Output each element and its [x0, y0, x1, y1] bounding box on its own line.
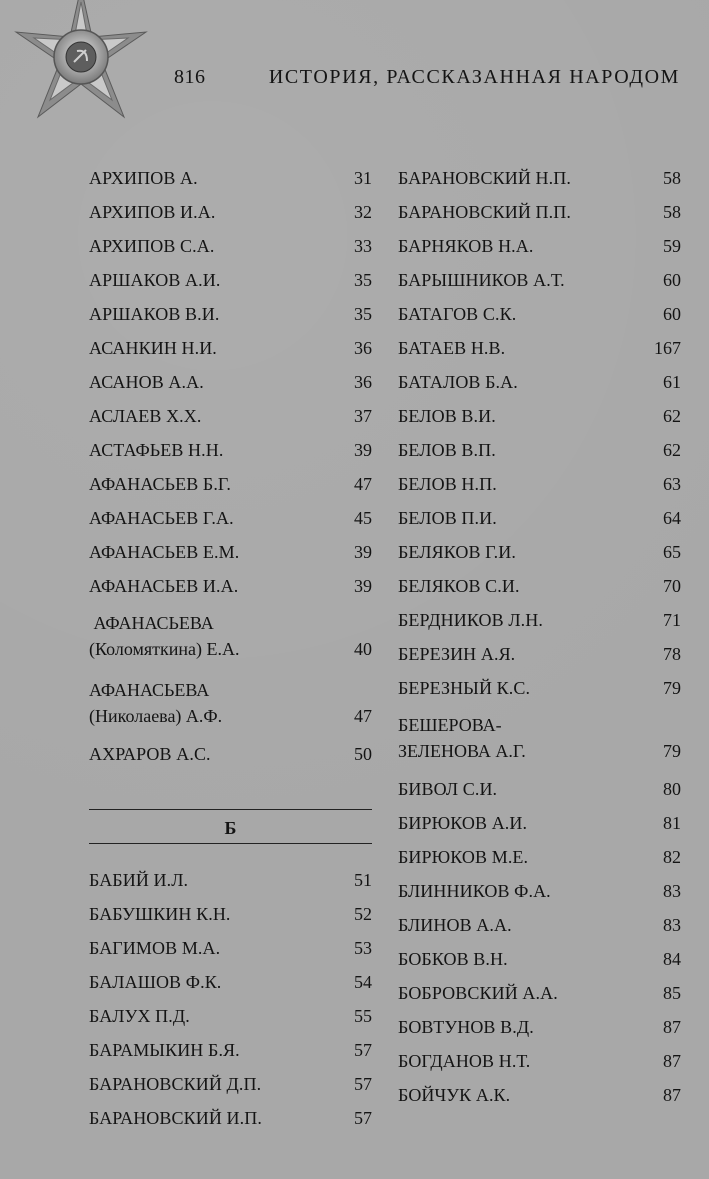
entry-name: БАРЫШНИКОВ А.Т.: [398, 270, 565, 290]
index-entry-multiline: [89, 610, 372, 670]
entry-page: 36: [354, 372, 372, 392]
entry-name: АСЛАЕВ Х.Х.: [89, 406, 202, 426]
entry-page: 47: [354, 706, 372, 726]
page-number: 816: [174, 66, 206, 88]
index-entry: [398, 195, 681, 229]
entry-name: АРШАКОВ А.И.: [89, 270, 221, 290]
index-entry: [89, 965, 372, 999]
section-rule-bottom: [89, 843, 372, 844]
entry-page: 60: [663, 304, 681, 324]
entry-name: БЕЛОВ Н.П.: [398, 474, 497, 494]
entry-page: 57: [354, 1108, 372, 1128]
entry-page: 63: [663, 474, 681, 494]
entry-page: 58: [663, 168, 681, 188]
entry-name: БЕЛОВ В.И.: [398, 406, 496, 426]
index-entry: [398, 908, 681, 942]
entry-name-line1: АФАНАСЬЕВА: [89, 613, 214, 633]
index-entry: [89, 999, 372, 1033]
entry-page: 64: [663, 508, 681, 528]
entry-page: 87: [663, 1017, 681, 1037]
entry-page: 35: [354, 270, 372, 290]
entry-name: АСАНОВ А.А.: [89, 372, 204, 392]
entry-page: 78: [663, 644, 681, 664]
index-entry: [398, 399, 681, 433]
entry-name: БАБИЙ И.Л.: [89, 870, 189, 890]
entry-name: АХРАРОВ А.С.: [89, 744, 211, 764]
entry-page: 70: [663, 576, 681, 596]
entry-page: 82: [663, 847, 681, 867]
index-entry: [398, 535, 681, 569]
index-entry: [398, 331, 681, 365]
index-entry: [398, 569, 681, 603]
section-letter: Б: [224, 818, 237, 838]
index-entry: [89, 1033, 372, 1067]
index-entry: [398, 942, 681, 976]
entry-page: 35: [354, 304, 372, 324]
entry-name: БАТАЛОВ Б.А.: [398, 372, 518, 392]
entry-page: 31: [354, 168, 372, 188]
entry-name: БАРАНОВСКИЙ Д.П.: [89, 1074, 262, 1094]
index-column-right: [398, 161, 681, 1112]
running-title: ИСТОРИЯ, РАССКАЗАННАЯ НАРОДОМ: [268, 66, 680, 88]
entry-name: АРХИПОВ И.А.: [89, 202, 216, 222]
entry-name: БОБКОВ В.Н.: [398, 949, 508, 969]
entry-name: БЕЛЯКОВ Г.И.: [398, 542, 516, 562]
index-entry: [89, 263, 372, 297]
entry-page: 37: [354, 406, 372, 426]
entry-name: БАТАГОВ С.К.: [398, 304, 517, 324]
entry-name: БЕЛОВ В.П.: [398, 440, 496, 460]
index-entry: [89, 737, 372, 771]
entry-page: 50: [354, 744, 372, 764]
entry-page: 79: [663, 678, 681, 698]
entry-name: БАРАМЫКИН Б.Я.: [89, 1040, 240, 1060]
entry-page: 36: [354, 338, 372, 358]
entry-name: БЕРДНИКОВ Л.Н.: [398, 610, 543, 630]
entry-name: БАБУШКИН К.Н.: [89, 904, 231, 924]
entry-name: БЕРЕЗИН А.Я.: [398, 644, 516, 664]
entry-page: 62: [663, 440, 681, 460]
entry-page: 62: [663, 406, 681, 426]
index-entry: [89, 535, 372, 569]
index-entry-multiline: [89, 677, 372, 737]
index-entry: [89, 467, 372, 501]
entry-page: 52: [354, 904, 372, 924]
entry-name: БЛИНОВ А.А.: [398, 915, 512, 935]
entry-name: БЕЛЯКОВ С.И.: [398, 576, 520, 596]
entry-page: 54: [354, 972, 372, 992]
entry-page: 80: [663, 779, 681, 799]
entry-page: 39: [354, 440, 372, 460]
entry-name: АСТАФЬЕВ Н.Н.: [89, 440, 224, 460]
entry-name-line2: ЗЕЛЕНОВА А.Г.: [398, 741, 526, 761]
index-entry: [398, 501, 681, 535]
entry-page: 84: [663, 949, 681, 969]
entry-page: 39: [354, 542, 372, 562]
entry-name: БОВТУНОВ В.Д.: [398, 1017, 534, 1037]
entry-name: БОБРОВСКИЙ А.А.: [398, 983, 558, 1003]
entry-name: БЛИННИКОВ Ф.А.: [398, 881, 551, 901]
entry-name-line2: (Коломяткина) Е.А.: [89, 639, 240, 659]
entry-page: 51: [354, 870, 372, 890]
entry-name: БОЙЧУК А.К.: [398, 1085, 511, 1105]
entry-name: АРШАКОВ В.И.: [89, 304, 220, 324]
entry-page: 83: [663, 915, 681, 935]
index-entry: [398, 467, 681, 501]
index-column-left: [89, 161, 372, 1135]
entry-page: 33: [354, 236, 372, 256]
index-entry: [398, 637, 681, 671]
entry-page: 87: [663, 1085, 681, 1105]
index-entry: [398, 365, 681, 399]
entry-name: БЕЛОВ П.И.: [398, 508, 497, 528]
entry-name: АРХИПОВ А.: [89, 168, 198, 188]
entry-name-line1: БЕШЕРОВА-: [398, 715, 502, 735]
entry-name: БЕРЕЗНЫЙ К.С.: [398, 678, 531, 698]
entry-name-line1: АФАНАСЬЕВА: [89, 680, 210, 700]
entry-page: 45: [354, 508, 372, 528]
entry-name: АРХИПОВ С.А.: [89, 236, 215, 256]
index-entry: [398, 874, 681, 908]
index-entry: [398, 772, 681, 806]
index-entry: [89, 331, 372, 365]
entry-page: 39: [354, 576, 372, 596]
entry-name: БАЛАШОВ Ф.К.: [89, 972, 222, 992]
entry-name: БИРЮКОВ М.Е.: [398, 847, 529, 867]
index-entry: [89, 297, 372, 331]
index-entry: [89, 399, 372, 433]
entry-page: 83: [663, 881, 681, 901]
index-entry: [89, 195, 372, 229]
entry-page: 87: [663, 1051, 681, 1071]
entry-name: АФАНАСЬЕВ Б.Г.: [89, 474, 232, 494]
index-entry: [89, 569, 372, 603]
entry-page: 65: [663, 542, 681, 562]
index-entry: [398, 671, 681, 705]
entry-page: 32: [354, 202, 372, 222]
index-entry: [398, 806, 681, 840]
index-entry: [398, 263, 681, 297]
entry-name: БАРАНОВСКИЙ И.П.: [89, 1108, 262, 1128]
entry-page: 85: [663, 983, 681, 1003]
entry-page: 53: [354, 938, 372, 958]
entry-page: 59: [663, 236, 681, 256]
entry-page: 58: [663, 202, 681, 222]
entry-name: АФАНАСЬЕВ И.А.: [89, 576, 239, 596]
index-entry: [89, 863, 372, 897]
index-entry: [89, 365, 372, 399]
entry-name: БИВОЛ С.И.: [398, 779, 498, 799]
index-entry: [398, 1078, 681, 1112]
index-entry: [398, 297, 681, 331]
index-entry: [398, 229, 681, 263]
index-entry: [398, 161, 681, 195]
entry-name: БАГИМОВ М.А.: [89, 938, 221, 958]
index-entry: [89, 433, 372, 467]
entry-page: 60: [663, 270, 681, 290]
entry-name: БАРАНОВСКИЙ Н.П.: [398, 168, 571, 188]
entry-page: 81: [663, 813, 681, 833]
index-entry: [89, 1067, 372, 1101]
entry-page: 47: [354, 474, 372, 494]
index-entry: [398, 433, 681, 467]
entry-page: 55: [354, 1006, 372, 1026]
index-entry: [398, 603, 681, 637]
index-entry: [89, 161, 372, 195]
entry-name: АФАНАСЬЕВ Г.А.: [89, 508, 234, 528]
entry-name-line2: (Николаева) А.Ф.: [89, 706, 223, 726]
index-entry: [398, 1044, 681, 1078]
entry-page: 167: [654, 338, 681, 358]
entry-name: АФАНАСЬЕВ Е.М.: [89, 542, 240, 562]
entry-name: АСАНКИН Н.И.: [89, 338, 217, 358]
entry-name: БАРАНОВСКИЙ П.П.: [398, 202, 571, 222]
index-entry: [89, 897, 372, 931]
entry-name: БАРНЯКОВ Н.А.: [398, 236, 534, 256]
index-entry: [89, 931, 372, 965]
entry-name: БОГДАНОВ Н.Т.: [398, 1051, 531, 1071]
entry-page: 71: [663, 610, 681, 630]
entry-page: 79: [663, 741, 681, 761]
entry-page: 57: [354, 1040, 372, 1060]
index-entry: [89, 229, 372, 263]
section-rule-top: [89, 809, 372, 810]
entry-name: БАЛУХ П.Д.: [89, 1006, 190, 1026]
entry-name: БАТАЕВ Н.В.: [398, 338, 506, 358]
entry-name: БИРЮКОВ А.И.: [398, 813, 528, 833]
index-entry: [398, 976, 681, 1010]
index-entry-multiline: [398, 712, 681, 772]
entry-page: 40: [354, 639, 372, 659]
index-entry: [89, 501, 372, 535]
entry-page: 57: [354, 1074, 372, 1094]
index-entry: [398, 840, 681, 874]
entry-page: 61: [663, 372, 681, 392]
order-of-patriotic-war-icon: [6, 0, 156, 132]
index-entry: [398, 1010, 681, 1044]
index-entry: [89, 1101, 372, 1135]
